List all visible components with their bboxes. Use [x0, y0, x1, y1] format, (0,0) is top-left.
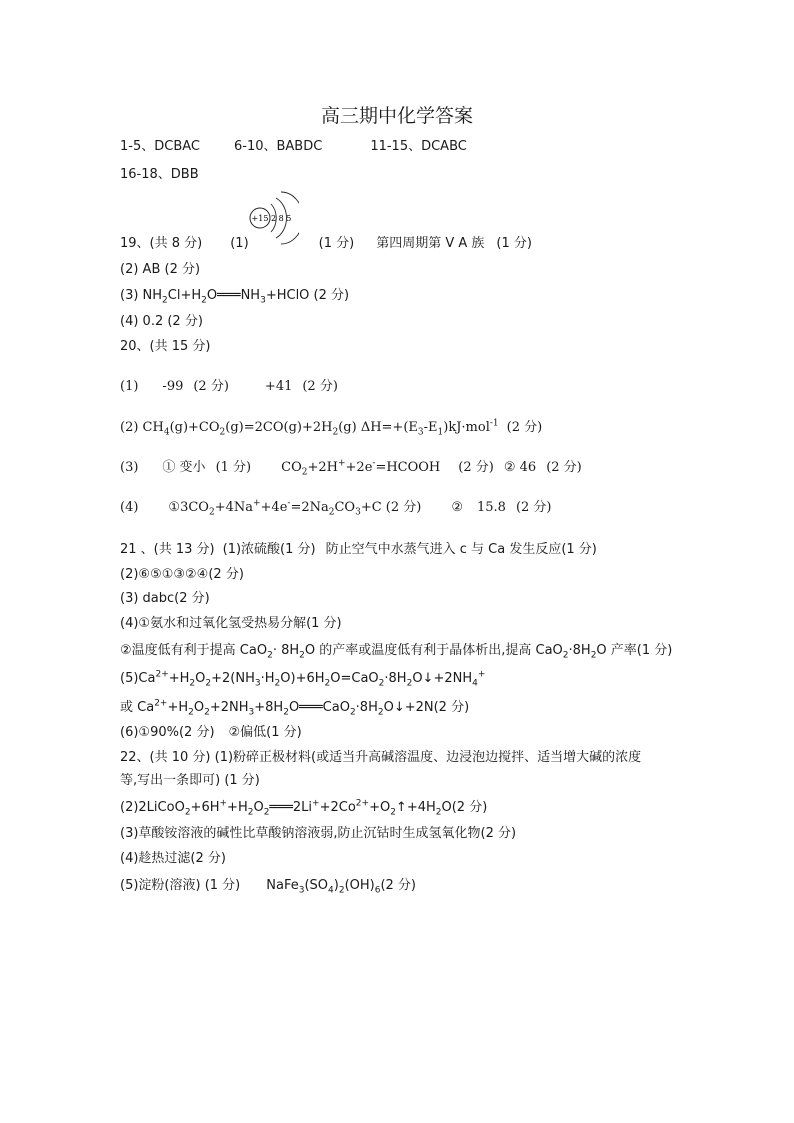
- q21-part4b: ②温度低有利于提高 $CaO_2\cdot 8H_2O$ 的产率或温度低有利于晶体析出,提高 $CaO_2\cdot 8H_2O$ 产率(1 分): [120, 643, 673, 661]
- atom-nucleus-charge: +15: [251, 214, 269, 223]
- q22-part4: (4)趁热过滤(2 分): [120, 851, 226, 866]
- q21-part1-answer: (1)浓硫酸(1 分): [222, 542, 316, 557]
- q20-header: 20、(共 15 分): [120, 339, 211, 354]
- q21-part3: (3) dabc(2 分): [120, 591, 210, 606]
- mc-answers-16-18: 16-18、DBB: [120, 167, 199, 182]
- q19-header: 19、(共 8 分): [120, 236, 203, 251]
- q19-part2: (2) AB (2 分): [120, 262, 201, 277]
- q21-header-line: [120, 542, 597, 558]
- q21-part6: (6)①90%(2 分) ②偏低(1 分): [120, 725, 302, 740]
- q20-part4: (4) $①3CO_2+4Na^++4e^-=2Na_2CO_3+C$ (2 分) ② 15.8 (2 分): [120, 498, 552, 518]
- q21-part2: (2)⑥⑤①③②④(2 分): [120, 567, 244, 582]
- q20-part1: (1) -99 (2 分) +41 (2 分): [120, 379, 338, 394]
- q19-part1-label: (1): [230, 236, 249, 251]
- q21-part4a: (4)①氨水和过氧化氢受热易分解(1 分): [120, 616, 342, 631]
- q20-part2: (2) $CH_4(g)+CO_2(g)=2CO(g)+2H_2(g)$ $\Delta H=+(E_3-E_1)kJ\cdot mol^{-1}$ (2 分): [120, 418, 543, 438]
- q21-part1-reason: 防止空气中水蒸气进入 c 与 Ca 发生反应(1 分): [325, 542, 597, 557]
- q22-part5: (5)淀粉(溶液) (1 分) $NaFe_3(SO_4)_2(OH)_6(2$ 分): [120, 878, 417, 896]
- q21-header: 21 、(共 13 分): [120, 542, 215, 557]
- q22-part2: $(2)2LiCoO_2+6H^++H_2O_2═══2Li^++2Co^{2+}+O_2↑+4H_2O(2$ 分): [120, 798, 488, 818]
- q19-part4: (4) 0.2 (2 分): [120, 314, 203, 329]
- q20-part3: (3) ① 变小 (1 分) $CO_2+2H^++2e^-=HCOOH$ (2 分) ② 46 (2 分): [120, 458, 582, 478]
- q22-header: 22、(共 10 分) (1)粉碎正极材料(或适当升高碱溶温度、边浸泡边搅拌、适当增大碱的浓度: [120, 750, 642, 765]
- q19-part3: (3) $NH_2Cl+H_2O═══NH_3+HClO$ (2 分): [120, 288, 350, 306]
- mc-answers-1-5: 1-5、DCBAC: [120, 139, 200, 154]
- q19-part1-score: (1 分): [318, 236, 355, 251]
- mc-answers-11-15: 11-15、DCABC: [370, 139, 467, 154]
- q19-header-line: [120, 236, 532, 252]
- q21-part5b: 或 $Ca^{2+}+H_2O_2+2NH_3+8H_2O═══CaO_2\cdot 8H_2O↓+2N(2$ 分): [120, 698, 470, 718]
- q22-header-cont: 等,写出一条即可) (1 分): [120, 773, 260, 788]
- q19-part1-score-2: (1 分): [496, 236, 532, 251]
- q21-part5a: $(5)Ca^{2+}+H_2O_2+2(NH_3\cdot H_2O)+6H_2O=CaO_2\cdot 8H_2O↓+2NH_4^+$: [120, 669, 486, 689]
- mc-answers-6-10: 6-10、BABDC: [233, 139, 323, 154]
- page-title: 高三期中化学答案: [320, 105, 473, 127]
- mc-answers-line-1: [120, 139, 467, 155]
- q22-part3: (3)草酸铵溶液的碱性比草酸钠溶液弱,防止沉钴时生成氢氧化物(2 分): [120, 826, 517, 841]
- mc-answers-line-2: [120, 167, 199, 183]
- atom-shell-electrons: 2 8 5: [271, 214, 292, 223]
- q19-part1-period-group: 第四周期第 V A 族: [376, 236, 485, 251]
